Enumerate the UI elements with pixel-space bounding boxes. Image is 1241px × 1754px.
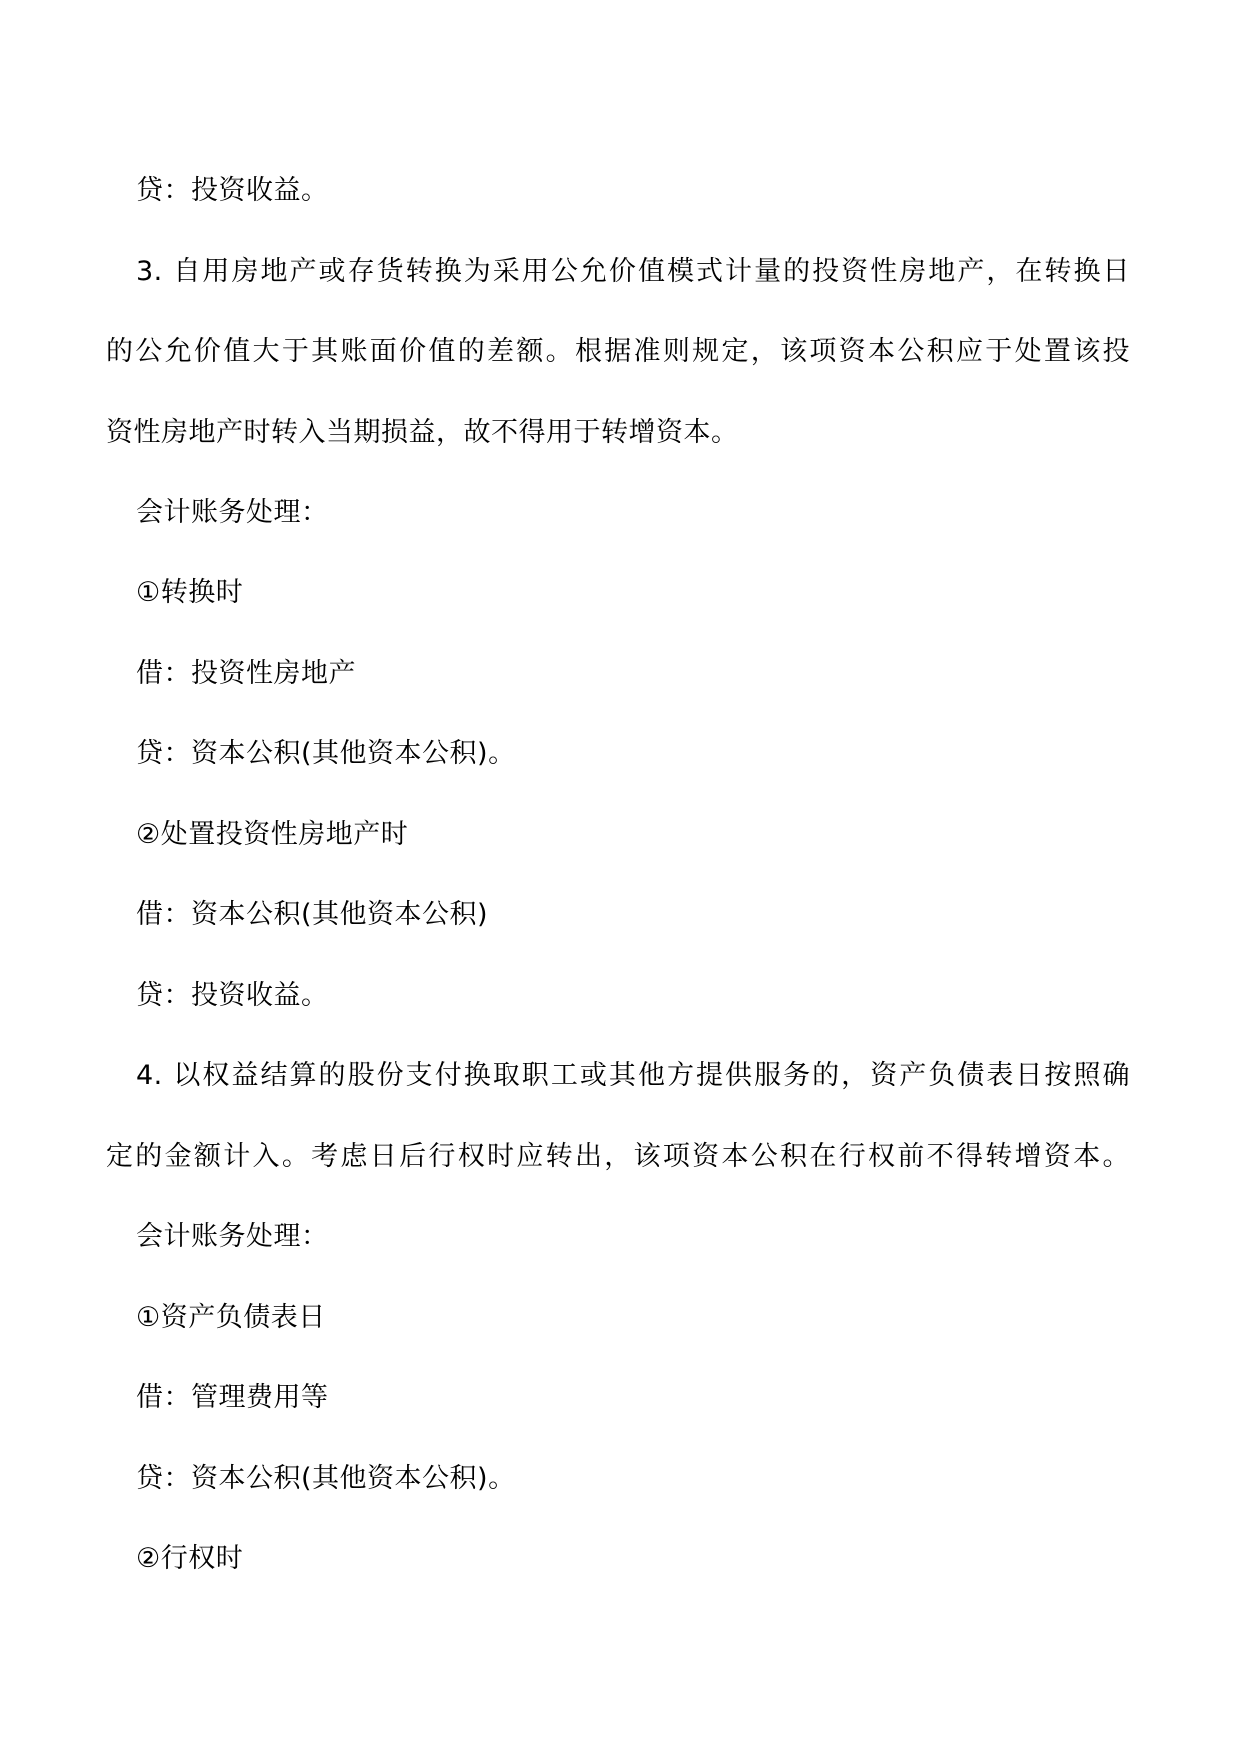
paragraph-3-line-3: 资性房地产时转入当期损益，故不得用于转增资本。: [106, 417, 739, 448]
paragraph-4-line-2: 定的金额计入。考虑日后行权时应转出，该项资本公积在行权前不得转增资本。: [106, 1141, 1130, 1172]
step-1-balance-sheet-date: ①资产负债表日: [136, 1302, 326, 1333]
step-2-exercise: ②行权时: [136, 1543, 244, 1574]
step-2-disposal: ②处置投资性房地产时: [136, 819, 409, 850]
step-1-conversion: ①转换时: [136, 577, 244, 608]
credit-investment-income: 贷：投资收益。: [136, 980, 329, 1011]
debit-capital-reserve: 借：资本公积(其他资本公积): [136, 899, 489, 930]
debit-investment-property: 借：投资性房地产: [136, 658, 356, 689]
debit-admin-expenses: 借：管理费用等: [136, 1382, 329, 1413]
credit-capital-reserve: 贷：资本公积(其他资本公积)。: [136, 738, 516, 769]
paragraph-3-line-1: 3. 自用房地产或存货转换为采用公允价值模式计量的投资性房地产，在转换日: [136, 256, 1130, 287]
text-line-credit-investment-income: 贷：投资收益。: [136, 175, 329, 206]
paragraph-4-line-1: 4. 以权益结算的股份支付换取职工或其他方提供服务的，资产负债表日按照确: [136, 1060, 1130, 1091]
accounting-treatment-heading: 会计账务处理：: [136, 497, 329, 528]
paragraph-3-line-2: 的公允价值大于其账面价值的差额。根据准则规定，该项资本公积应于处置该投: [106, 336, 1130, 367]
accounting-treatment-heading-2: 会计账务处理：: [136, 1221, 329, 1252]
credit-capital-reserve-2: 贷：资本公积(其他资本公积)。: [136, 1463, 516, 1494]
